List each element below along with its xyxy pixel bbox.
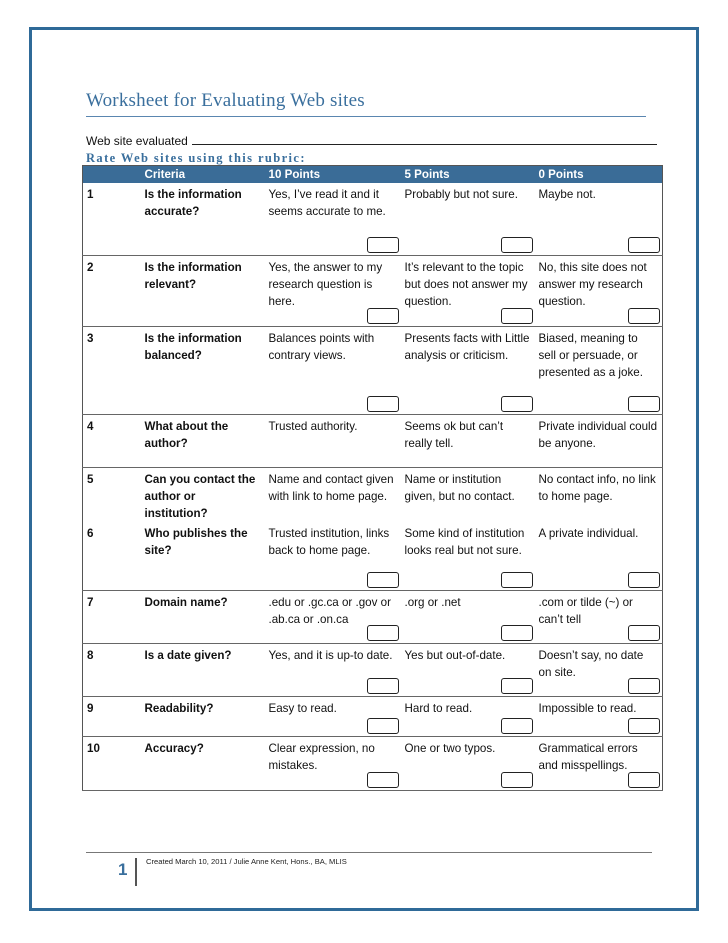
- score-box[interactable]: [367, 718, 399, 734]
- website-evaluated-blank[interactable]: [192, 133, 657, 145]
- table-row: [83, 696, 663, 736]
- zero-points-cell: [535, 696, 663, 736]
- row-criteria: Is a date given?: [141, 643, 265, 696]
- table-row: [83, 590, 663, 643]
- score-box[interactable]: [501, 237, 533, 253]
- five-points-text: Yes but out-of-date.: [404, 648, 506, 662]
- score-box[interactable]: [367, 572, 399, 588]
- ten-points-cell: [265, 522, 401, 590]
- zero-points-cell: [535, 414, 663, 467]
- ten-points-text: Balances points with contrary views.: [268, 331, 375, 362]
- row-number: 9: [83, 696, 141, 736]
- score-box[interactable]: [501, 718, 533, 734]
- five-points-cell: [401, 326, 535, 414]
- row-criteria: What about the author?: [141, 414, 265, 467]
- five-points-text: Probably but not sure.: [404, 188, 518, 201]
- score-box[interactable]: [367, 625, 399, 641]
- row-number: 1: [83, 183, 141, 255]
- row-number: 6: [83, 522, 141, 590]
- table-row: [83, 414, 663, 467]
- score-box[interactable]: [501, 396, 533, 412]
- score-box[interactable]: [628, 396, 660, 412]
- row-number: 8: [83, 643, 141, 696]
- ten-points-cell: [265, 326, 401, 414]
- five-points-text: Seems ok but can’t really tell.: [404, 419, 504, 450]
- row-criteria: Is the information balanced?: [141, 326, 265, 414]
- score-box[interactable]: [501, 772, 533, 788]
- table-row: [83, 467, 663, 522]
- zero-points-cell: [535, 590, 663, 643]
- row-number: 3: [83, 326, 141, 414]
- zero-points-cell: [535, 736, 663, 790]
- five-points-text: Some kind of institution looks real but not sure.: [404, 527, 525, 557]
- row-criteria: Readability?: [141, 696, 265, 736]
- header-10-points: 10 Points: [265, 166, 401, 184]
- ten-points-text: Easy to read.: [268, 701, 337, 715]
- zero-points-cell: [535, 467, 663, 522]
- ten-points-text: Yes, I’ve read it and it seems accurate to me.: [268, 188, 386, 218]
- title-rule: [86, 116, 646, 117]
- table-row: [83, 183, 663, 255]
- score-box[interactable]: [628, 772, 660, 788]
- row-criteria: Is the information relevant?: [141, 255, 265, 326]
- header-5-points: 5 Points: [401, 166, 535, 184]
- ten-points-cell: [265, 590, 401, 643]
- ten-points-text: Trusted institution, links back to home page.: [268, 527, 390, 557]
- score-box[interactable]: [628, 308, 660, 324]
- zero-points-cell: [535, 183, 663, 255]
- five-points-cell: [401, 255, 535, 326]
- five-points-cell: [401, 643, 535, 696]
- score-box[interactable]: [628, 572, 660, 588]
- five-points-cell: [401, 183, 535, 255]
- score-box[interactable]: [367, 237, 399, 253]
- website-evaluated-line: [86, 133, 657, 148]
- score-box[interactable]: [367, 396, 399, 412]
- score-box[interactable]: [367, 308, 399, 324]
- five-points-text: Presents facts with Little analysis or criticism.: [404, 331, 530, 362]
- five-points-cell: [401, 736, 535, 790]
- ten-points-text: Yes, the answer to my research question is here.: [268, 260, 383, 308]
- page-number: 1: [118, 860, 128, 879]
- table-row: [83, 522, 663, 590]
- zero-points-text: A private individual.: [538, 527, 639, 540]
- score-box[interactable]: [501, 625, 533, 641]
- zero-points-text: Biased, meaning to sell or persuade, or presented as a joke.: [538, 331, 643, 379]
- ten-points-text: .edu or .gc.ca or .gov or .ab.ca or .on.ca: [268, 595, 391, 626]
- zero-points-text: Grammatical errors and misspellings.: [538, 741, 638, 772]
- table-header-row: [83, 166, 663, 184]
- row-number: 7: [83, 590, 141, 643]
- ten-points-cell: [265, 467, 401, 522]
- ten-points-cell: [265, 643, 401, 696]
- score-box[interactable]: [367, 678, 399, 694]
- five-points-text: It’s relevant to the topic but does not answer my question.: [404, 260, 528, 308]
- footer-divider: [135, 858, 137, 886]
- zero-points-text: Private individual could be anyone.: [538, 419, 658, 450]
- footer-rule: [86, 852, 652, 853]
- zero-points-text: No contact info, no link to home page.: [538, 472, 656, 503]
- row-criteria: Who publishes the site?: [141, 522, 265, 590]
- ten-points-cell: [265, 736, 401, 790]
- header-number: [83, 166, 141, 184]
- table-row: [83, 736, 663, 790]
- score-box[interactable]: [367, 772, 399, 788]
- five-points-text: Hard to read.: [404, 701, 473, 715]
- five-points-cell: [401, 696, 535, 736]
- zero-points-text: Impossible to read.: [538, 701, 637, 715]
- ten-points-text: Trusted authority.: [268, 419, 358, 433]
- ten-points-cell: [265, 696, 401, 736]
- five-points-cell: [401, 522, 535, 590]
- rubric-table: [82, 165, 663, 791]
- table-row: [83, 643, 663, 696]
- ten-points-cell: [265, 255, 401, 326]
- zero-points-text: No, this site does not answer my research question.: [538, 260, 647, 308]
- five-points-cell: [401, 467, 535, 522]
- five-points-cell: [401, 414, 535, 467]
- footer-note: Created March 10, 2011 / Julie Anne Kent, Hons., BA, MLIS: [146, 857, 347, 866]
- score-box[interactable]: [501, 678, 533, 694]
- zero-points-cell: [535, 522, 663, 590]
- table-row: [83, 255, 663, 326]
- zero-points-cell: [535, 255, 663, 326]
- row-criteria: Accuracy?: [141, 736, 265, 790]
- ten-points-cell: [265, 414, 401, 467]
- row-number: 5: [87, 472, 94, 486]
- ten-points-cell: [265, 183, 401, 255]
- row-number: 2: [83, 255, 141, 326]
- zero-points-text: Doesn’t say, no date on site.: [538, 648, 644, 679]
- score-box[interactable]: [501, 308, 533, 324]
- header-criteria: Criteria: [141, 166, 265, 184]
- row-number: 4: [83, 414, 141, 467]
- zero-points-cell: [535, 643, 663, 696]
- row-criteria: Can you contact the author or institution?: [144, 472, 256, 520]
- table-row: [83, 326, 663, 414]
- zero-points-text: Maybe not.: [538, 188, 596, 201]
- five-points-cell: [401, 590, 535, 643]
- zero-points-cell: [535, 326, 663, 414]
- ten-points-text: Name and contact given with link to home page.: [268, 472, 394, 503]
- row-criteria: Is the information accurate?: [141, 183, 265, 255]
- five-points-text: Name or institution given, but no contact.: [404, 472, 515, 503]
- score-box[interactable]: [501, 572, 533, 588]
- ten-points-text: Yes, and it is up-to date.: [268, 648, 393, 662]
- score-box[interactable]: [628, 718, 660, 734]
- five-points-text: One or two typos.: [404, 741, 496, 755]
- five-points-text: .org or .net: [404, 595, 461, 609]
- zero-points-text: .com or tilde (~) or can’t tell: [538, 595, 633, 626]
- score-box[interactable]: [628, 625, 660, 641]
- rubric-subtitle: Rate Web sites using this rubric:: [86, 151, 306, 165]
- score-box[interactable]: [628, 237, 660, 253]
- website-evaluated-label: Web site evaluated: [86, 134, 188, 148]
- row-number: 10: [83, 736, 141, 790]
- score-box[interactable]: [628, 678, 660, 694]
- header-0-points: 0 Points: [535, 166, 663, 184]
- ten-points-text: Clear expression, no mistakes.: [268, 741, 375, 772]
- worksheet-title: Worksheet for Evaluating Web sites: [86, 90, 365, 111]
- row-criteria: Domain name?: [141, 590, 265, 643]
